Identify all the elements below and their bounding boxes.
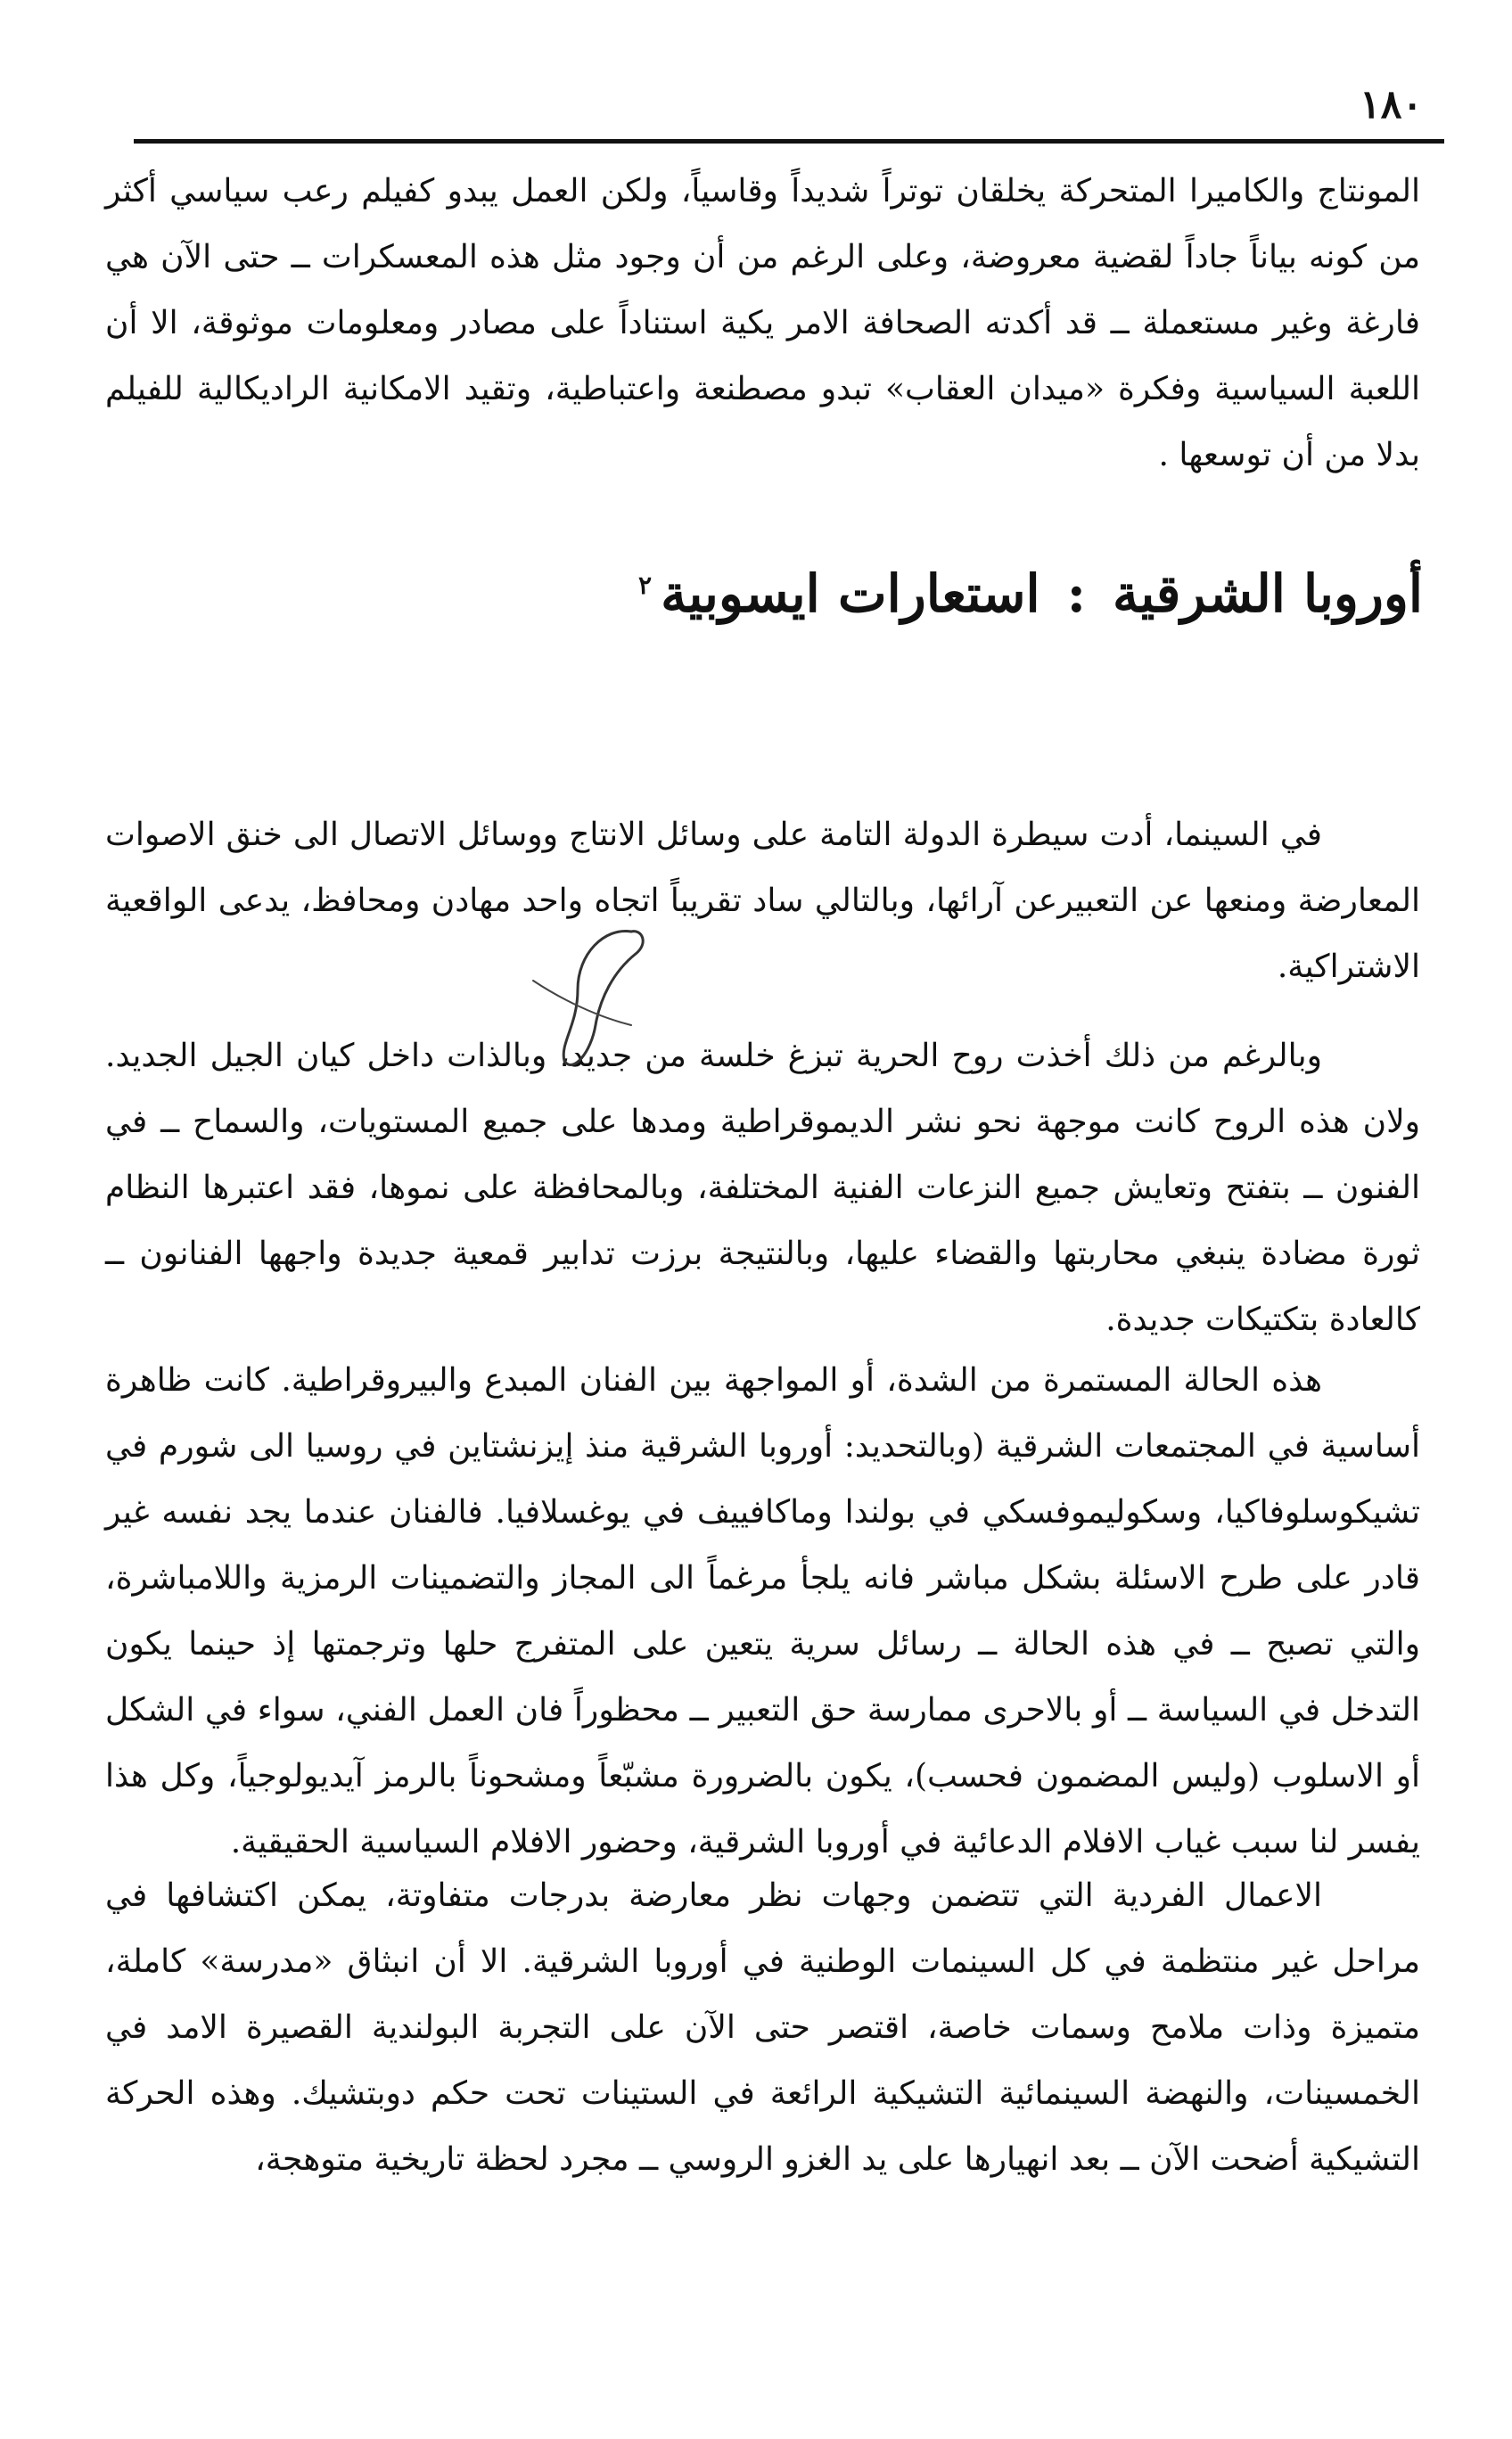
section-heading: [638, 563, 1423, 624]
paragraph-3-block: [105, 1348, 1420, 1876]
paragraph-2-block: [105, 1023, 1420, 1353]
footnote-marker: ٢: [638, 570, 653, 600]
paragraph-1: في السينما، أدت سيطرة الدولة التامة على وسائل الانتاج ووسائل الاتصال الى خنق الاصوات المعارضة ومنعها عن التعبيرعن آرائها، وبالتالي ساد تقريباً اتجاه واحد مهادن ومحافظ، يدعى الواقعية الاشتراكية.: [105, 817, 1420, 985]
paragraph-3: هذه الحالة المستمرة من الشدة، أو المواجهة بين الفنان المبدع والبيروقراطية. كانت ظاهرة أساسية في المجتمعات الشرقية (وبالتحديد: أوروبا الشرقية منذ إيزنشتاين في روسيا الى شورم في تشيكوسلوفاكيا، وسكوليموفسكي في بولندا وماكافييف في يوغسلافيا. فالفنان عندما يجد نفسه غير قادر على طرح الاسئلة بشكل مباشر فانه يلجأ مرغماً الى المجاز والتضمينات الرمزية واللامباشرة، والتي تصبح ــ في هذه الحالة ــ رسائل سرية يتعين على المتفرج حلها وترجمتها إذ حينما يكون التدخل في السياسة ــ أو بالاحرى ممارسة حق التعبير ــ محظوراً فان العمل الفني، سواء في الشكل أو الاسلوب (وليس المضمون فحسب)، يكون بالضرورة مشبّعاً ومشحوناً بالرمز آيديولوجياً، وكل هذا يفسر لنا سبب غياب الافلام الدعائية في أوروبا الشرقية، وحضور الافلام السياسية الحقيقية.: [105, 1362, 1421, 1860]
section-title-part1: أوروبا الشرقية: [1113, 563, 1423, 624]
paragraph-4-block: [105, 1863, 1420, 2193]
paragraph-4: الاعمال الفردية التي تتضمن وجهات نظر معارضة بدرجات متفاوتة، يمكن اكتشافها في مراحل غير منتظمة في كل السينمات الوطنية في أوروبا الشرقية. الا أن انبثاق «مدرسة» كاملة، متميزة وذات ملامح وسمات خاصة، اقتصر حتى الآن على التجربة البولندية القصيرة الامد في الخمسينات، والنهضة السينمائية التشيكية الرائعة في الستينات تحت حكم دوبتشيك. وهذه الحركة التشيكية أضحت الآن ــ بعد انهيارها على يد الغزو الروسي ــ مجرد لحظة تاريخية متوهجة،: [105, 1877, 1421, 2178]
header-rule: [134, 139, 1444, 144]
intro-paragraph: المونتاج والكاميرا المتحركة يخلقان توتراً شديداً وقاسياً، ولكن العمل يبدو كفيلم رعب سياسي أكثر من كونه بياناً جاداً لقضية معروضة، وعلى الرغم من أن وجود مثل هذه المعسكرات ــ حتى الآن هي فارغة وغير مستعملة ــ قد أكدته الصحافة الامر يكية استناداً على مصادر ومعلومات موثوقة، الا أن اللعبة السياسية وفكرة «ميدان العقاب» تبدو مصطنعة واعتباطية، وتقيد الامكانية الراديكالية للفيلم بدلا من أن توسعها .: [105, 173, 1420, 473]
section-title-part2: استعارات ايسوبية: [661, 563, 1040, 624]
section-title-separator: :: [1066, 563, 1086, 624]
paragraph-2: وبالرغم من ذلك أخذت روح الحرية تبزغ خلسة من جديد، وبالذات داخل كيان الجيل الجديد. ولان هذه الروح كانت موجهة نحو نشر الديموقراطية ومدها على جميع المستويات، والسماح ــ في الفنون ــ بتفتح وتعايش جميع النزعات الفنية المختلفة، وبالمحافظة على نموها، فقد اعتبرها النظام ثورة مضادة ينبغي محاربتها والقضاء عليها، وبالنتيجة برزت تدابير قمعية جديدة واجهها الفنانون ــ كالعادة بتكتيكات جديدة.: [105, 1038, 1420, 1338]
paragraph-1-block: [105, 802, 1420, 1000]
intro-paragraph-block: [105, 159, 1420, 489]
page-number: ١٨٠: [1360, 82, 1423, 127]
